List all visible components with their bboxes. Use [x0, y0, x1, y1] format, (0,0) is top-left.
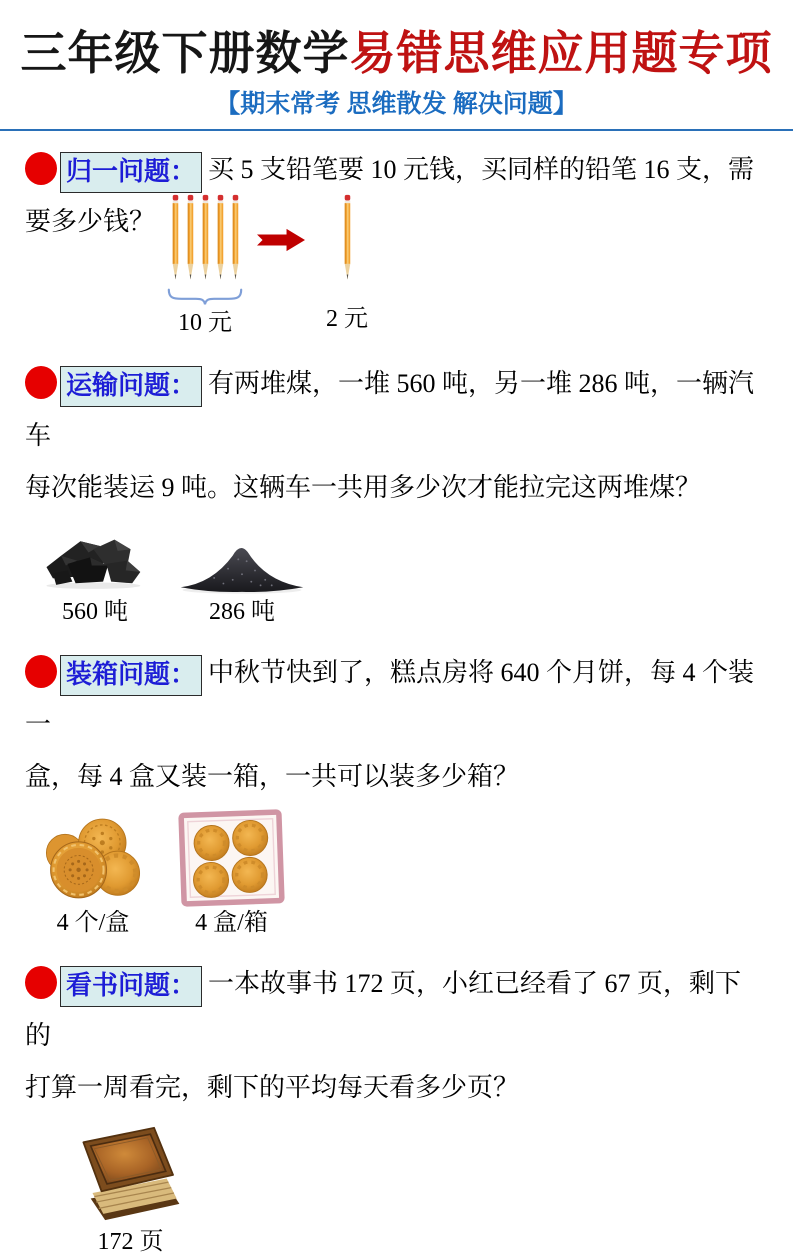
coal-pile	[177, 532, 307, 625]
problem-label: 运输问题：	[60, 366, 202, 407]
red-bullet-icon	[25, 655, 57, 688]
pencil-icon	[184, 194, 197, 286]
problem-text	[25, 958, 767, 1114]
mooncake-box	[178, 809, 285, 936]
coal-lumps	[40, 522, 150, 625]
coal-lumps-icon	[40, 522, 150, 596]
problem-label: 装箱问题：	[60, 655, 202, 696]
problem-list	[0, 144, 793, 1255]
pencil-icon	[199, 194, 212, 286]
mooncake-stack-icon	[43, 809, 143, 907]
mooncake-box-icon	[178, 809, 285, 907]
storybook	[78, 1122, 183, 1255]
problem-text-line	[25, 358, 767, 462]
problem-kanshu	[25, 958, 767, 1255]
arrow-right-icon	[255, 228, 307, 252]
problem-text-line	[25, 958, 767, 1062]
figure-caption: 172 页	[97, 1229, 164, 1255]
title-black-part: 三年级下册数学	[20, 28, 350, 79]
problem-guiyi	[25, 144, 767, 336]
figure-caption: 4 盒/箱	[195, 910, 268, 937]
problem-yunshu	[25, 358, 767, 625]
problem-sentence: 有两堆煤，一堆 560 吨，另一堆 286 吨，一辆汽车	[25, 369, 755, 451]
book-figure	[78, 1122, 767, 1255]
subtitle: 【期末常考 思维散发 解决问题】	[215, 91, 578, 119]
problem-sentence: 买 5 支铅笔要 10 元钱，买同样的铅笔 16 支，需	[208, 155, 755, 185]
problem-text	[25, 358, 767, 514]
problem-text-line: 要多少钱？	[25, 207, 156, 237]
pencil-figure	[167, 194, 368, 336]
pencil-bundle	[167, 194, 243, 336]
coal-figure	[40, 522, 767, 625]
single-pencil	[326, 194, 368, 332]
problem-label: 看书问题：	[60, 966, 202, 1007]
pencil-icon	[169, 194, 182, 286]
pencil-icon	[214, 194, 227, 286]
title-red-part: 易错思维应用题专项	[349, 28, 773, 79]
problem-text-line: 每次能装运 9 吨。这辆车一共用多少次才能拉完这两堆煤？	[25, 473, 702, 503]
figure-caption: 10 元	[178, 310, 232, 337]
problem-text-line: 盒，每 4 盒又装一箱，一共可以装多少箱？	[25, 762, 520, 792]
page-title	[0, 26, 793, 81]
red-bullet-icon	[25, 366, 57, 399]
figure-caption: 4 个/盒	[56, 910, 130, 937]
mooncake-stack	[43, 809, 143, 936]
red-bullet-icon	[25, 966, 57, 999]
problem-label: 归一问题：	[60, 152, 202, 193]
header	[0, 0, 793, 131]
figure-caption: 2 元	[326, 306, 368, 333]
problem-zhuangxiang	[25, 647, 767, 936]
problem-text-line	[25, 144, 767, 196]
mooncake-figure	[43, 809, 767, 936]
problem-text	[25, 647, 767, 803]
book-icon	[78, 1122, 183, 1226]
header-divider	[0, 129, 793, 131]
problem-sentence: 一本故事书 172 页，小红已经看了 67 页，剩下的	[25, 969, 742, 1051]
figure-caption: 560 吨	[62, 599, 128, 626]
problem-text	[25, 144, 767, 248]
brace-icon	[167, 287, 243, 307]
problem-sentence: 中秋节快到了，糕点房将 640 个月饼，每 4 个装一	[25, 658, 755, 740]
pencil-icon	[341, 194, 354, 286]
problem-text-line: 打算一周看完，剩下的平均每天看多少页？	[25, 1073, 520, 1103]
pencil-bundle-icons	[169, 194, 242, 286]
figure-caption: 286 吨	[209, 599, 275, 626]
pencil-icon	[229, 194, 242, 286]
problem-text-line	[25, 647, 767, 751]
red-bullet-icon	[25, 152, 57, 185]
coal-pile-icon	[177, 532, 307, 596]
